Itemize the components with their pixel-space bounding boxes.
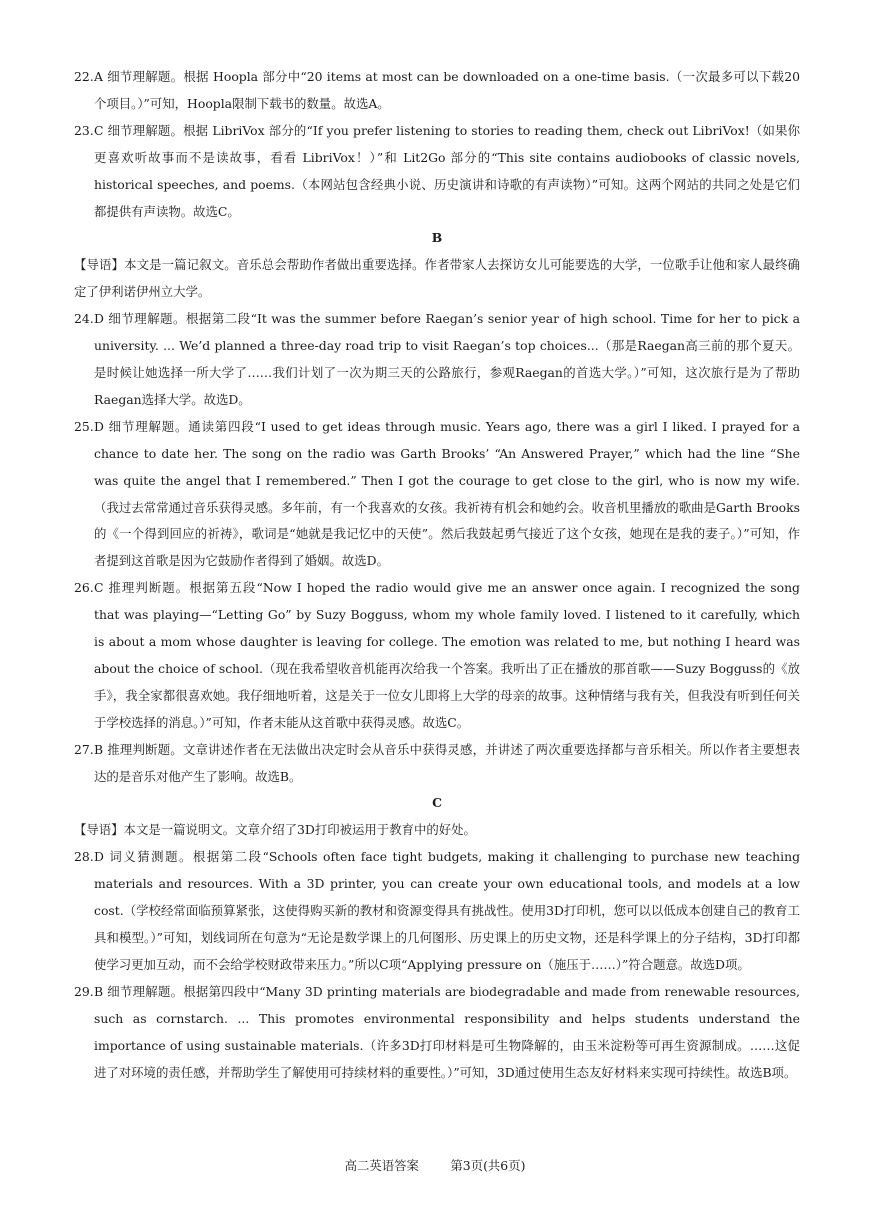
question-number: 25. bbox=[74, 418, 94, 434]
answer-explanation: D 细节理解题。根据第二段“It was the summer before Raegan’s senior year of high school. Time for her to pick a university. ... We’d planned a three-day road trip to visit Raegan’s top choices...（那是Raegan高三前的那个夏天。是时候让她选择一所大学了……我们计划了一次为期三天的公路旅行，参观Raegan的首选大学。）”可知，这次旅行是为了帮助Raegan选择大学。故选D。 bbox=[94, 311, 800, 407]
answer-explanation: D 细节理解题。通读第四段“I used to get ideas through music. Years ago, there was a girl I liked. I prayed for a chance to date her. The song on the radio was Garth Brooks’ “An Answered Prayer,” which had the line “She was quite the angel that I remembered.” Then I got the courage to get close to the girl, who is now my wife.（我过去常常通过音乐获得灵感。多年前，有一个我喜欢的女孩。我祈祷有机会和她约会。收音机里播放的歌曲是Garth Brooks的《一个得到回应的祈祷》，歌词是“她就是我记忆中的天使”。然后我鼓起勇气接近了这个女孩，她现在是我的妻子。）”可知，作者提到这首歌是因为它鼓励作者得到了婚姻。故选D。 bbox=[94, 418, 800, 569]
section-intro-b: 【导语】本文是一篇记叙文。音乐总会帮助作者做出重要选择。作者带家人去探访女儿可能要选的大学，一位歌手让他和家人最终确定了伊利诺伊州立大学。 bbox=[74, 257, 800, 300]
question-number: 24. bbox=[74, 311, 94, 327]
answer-item bbox=[74, 979, 800, 1087]
page-footer bbox=[0, 1156, 870, 1174]
answer-explanation: B 细节理解题。根据第四段中“Many 3D printing materials are biodegradable and made from renewable resources, such as cornstarch. ... This promotes environmental responsibility and helps students understand the importance of using sustainable materials.（许多3D打印材料是可生物降解的，由玉米淀粉等可再生资源制成。……这促进了对环境的责任感，并帮助学生了解使用可持续材料的重要性。）”可知，3D通过使用生态友好材料来实现可持续性。故选B项。 bbox=[94, 983, 800, 1080]
answer-item bbox=[74, 575, 800, 736]
question-number: 27. bbox=[74, 741, 94, 757]
answer-item bbox=[74, 64, 800, 118]
question-number: 28. bbox=[74, 849, 94, 865]
answer-item bbox=[74, 844, 800, 979]
question-number: 26. bbox=[74, 580, 94, 596]
question-number: 22. bbox=[74, 69, 94, 84]
answer-explanation: C 推理判断题。根据第五段“Now I hoped the radio would give me an answer once again. I recognized the song that was playing—“Letting Go” by Suzy Bogguss, whom my whole family loved. I listened to it carefully, which is about a mom whose daughter is leaving for college. The emotion was related to me, but nothing I heard was about the choice of school.（现在我希望收音机能再次给我一个答案。我听出了正在播放的那首歌——Suzy Bogguss的《放手》，我全家都很喜欢她。我仔细地听着，这是关于一位女儿即将上大学的母亲的故事。这种情绪与我有关，但我没有听到任何关于学校选择的消息。）”可知，作者未能从这首歌中获得灵感。故选C。 bbox=[94, 580, 800, 730]
answer-item bbox=[74, 306, 800, 414]
answer-explanation: C 细节理解题。根据 LibriVox 部分的“If you prefer listening to stories to reading them, check out LibriVox!（如果你更喜欢听故事而不是读故事，看看 LibriVox！）”和 Lit2Go 部分的“This site contains audiobooks of classic novels, historical speeches, and poems.（本网站包含经典小说、历史演讲和诗歌的有声读物）”可知。这两个网站的共同之处是它们都提供有声读物。故选C。 bbox=[94, 122, 800, 219]
answer-item bbox=[74, 414, 800, 575]
answer-item bbox=[74, 737, 800, 791]
question-number: 29. bbox=[74, 983, 94, 999]
question-number: 23. bbox=[74, 122, 94, 138]
section-heading-b: B bbox=[431, 230, 443, 246]
answer-explanation: D 词义猜测题。根据第二段“Schools often face tight budgets, making it challenging to purchase new teaching materials and resources. With a 3D printer, you can create your own educational tools, and models at a low cost.（学校经常面临预算紧张，这使得购买新的教材和资源变得具有挑战性。使用3D打印机，您可以以低成本创建自己的教育工具和模型。）”可知，划线词所在句意为“无论是数学课上的几何图形、历史课上的历史文物，还是科学课上的分子结构，3D打印都使学习更加互动，而不会给学校财政带来压力。”所以C项“Applying pressure on（施压于……）”符合题意。故选D项。 bbox=[94, 849, 800, 972]
footer-page-number: 第3页(共6页) bbox=[450, 1158, 526, 1173]
answer-content bbox=[74, 64, 800, 1086]
section-heading-c: C bbox=[432, 795, 442, 811]
answer-item bbox=[74, 118, 800, 226]
answer-explanation: B 推理判断题。文章讲述作者在无法做出决定时会从音乐中获得灵感，并讲述了两次重要选择都与音乐相关。所以作者主要想表达的是音乐对他产生了影响。故选B。 bbox=[94, 741, 800, 784]
answer-explanation: A 细节理解题。根据 Hoopla 部分中“20 items at most can be downloaded on a one-time basis.（一次最多可以下载20个项目。）”可知，Hoopla限制下载书的数量。故选A。 bbox=[94, 69, 800, 111]
footer-subject: 高二英语答案 bbox=[344, 1158, 419, 1173]
section-intro-c: 【导语】本文是一篇说明文。文章介绍了3D打印被运用于教育中的好处。 bbox=[74, 822, 476, 838]
